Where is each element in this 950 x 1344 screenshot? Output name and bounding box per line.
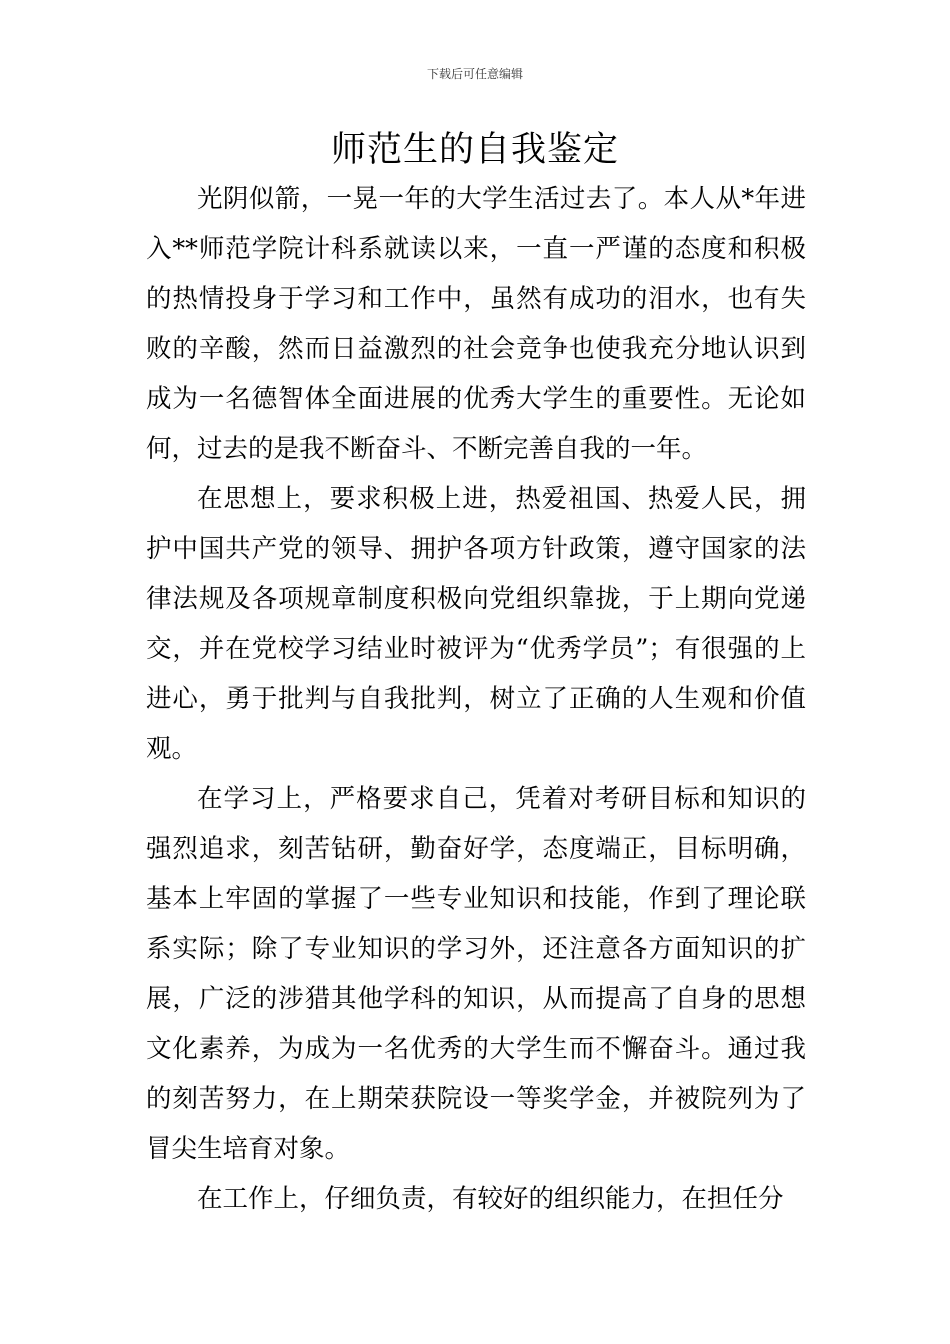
paragraph-intro: 光阴似箭，一晃一年的大学生活过去了。本人从*年进入**师范学院计科系就读以来，一直一严谨的态度和积极的热情投身于学习和工作中，虽然有成功的泪水，也有失败的辛酸，然而日益激烈的社会竞争也使我充分地认识到成为一名德智体全面进展的优秀大学生的重要性。无论如何，过去的是我不断奋斗、不断完善自我的一年。 [146,184,806,464]
document-body [146,174,806,1224]
page-title: 师范生的自我鉴定 [330,130,619,170]
paragraph-thought: 在思想上，要求积极上进，热爱祖国、热爱人民，拥护中国共产党的领导、拥护各项方针政策，遵守国家的法律法规及各项规章制度积极向党组织靠拢，于上期向党递交，并在党校学习结业时被评为“优秀学员”；有很强的上进心，勇于批判与自我批判，树立了正确的人生观和价值观。 [146,484,806,764]
paragraph-work: 在工作上，仔细负责，有较好的组织能力，在担任分 [197,1184,784,1214]
header-note: 下载后可任意编辑 [426,67,523,81]
paragraph-study: 在学习上，严格要求自己，凭着对考研目标和知识的强烈追求，刻苦钻研，勤奋好学，态度端正，目标明确，基本上牢固的掌握了一些专业知识和技能，作到了理论联系实际；除了专业知识的学习外，还注意各方面知识的扩展，广泛的涉猎其他学科的知识，从而提高了自身的思想文化素养，为成为一名优秀的大学生而不懈奋斗。通过我的刻苦努力，在上期荣获院设一等奖学金，并被院列为了冒尖生培育对象。 [146,784,806,1164]
